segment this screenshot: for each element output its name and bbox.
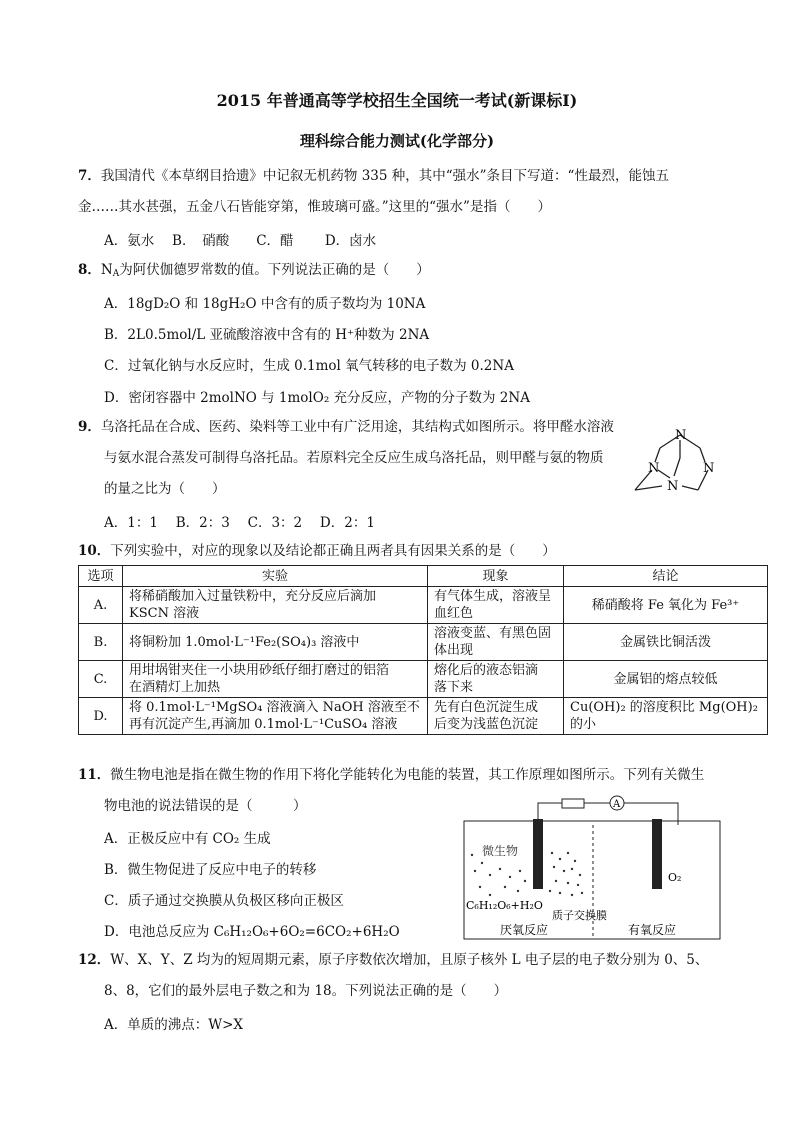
q12-line1: 12．W、X、Y、Z 均为的短周期元素，原子序数依次增加，且原子核外 L 电子层的电子数分别为 0、5、	[78, 952, 709, 968]
q12-line2: 8、8，它们的最外层电子数之和为 18。下列说法正确的是（ ）	[104, 983, 508, 999]
row-conclusion: 金属铁比铜活泼	[564, 624, 768, 661]
q7-options: A．氨水 B． 硝酸 C．醋 D．卤水	[104, 233, 377, 249]
anaerobic-label: 厌氧反应	[500, 923, 549, 937]
q7-number: 7．	[78, 168, 101, 184]
q9-line1: 9．乌洛托品在合成、医药、染料等工业中有广泛用途，其结构式如图所示。将甲醛水溶液	[78, 419, 614, 435]
q11-option-d: D．电池总反应为 C₆H₁₂O₆+6O₂=6CO₂+6H₂O	[104, 924, 400, 940]
q11-number: 11．	[78, 767, 111, 783]
table-row	[79, 698, 768, 735]
row-experiment: 用坩埚钳夹住一小块用砂纸仔细打磨过的铝箔 在酒精灯上加热	[123, 661, 428, 698]
row-conclusion: 金属铝的熔点较低	[564, 661, 768, 698]
q11-option-c: C．质子通过交换膜从负极区移向正极区	[104, 893, 344, 909]
table-row	[79, 624, 768, 661]
q12-option-a: A．单质的沸点：W>X	[104, 1017, 244, 1033]
oxygen-label: O₂	[668, 871, 682, 884]
q8-number: 8．	[78, 262, 101, 278]
header-option: 选项	[79, 566, 123, 587]
q10-table-header	[79, 566, 768, 587]
nitrogen-atom-bottom: N	[667, 479, 679, 494]
row-option: C.	[79, 661, 123, 698]
header-experiment: 实验	[123, 566, 428, 587]
q9-line3: 的量之比为（ ）	[104, 481, 226, 497]
glucose-label: C₆H₁₂O₆+H₂O	[466, 899, 543, 912]
q8-option-d: D．密闭容器中 2molNO 与 1molO₂ 充分反应，产物的分子数为 2NA	[104, 390, 530, 406]
nitrogen-atom-left: N	[648, 461, 660, 476]
q9-options: A．1：1 B．2：3 C．3：2 D．2：1	[104, 515, 375, 531]
q9-number: 9．	[78, 419, 101, 435]
q11-option-b: B．微生物促进了反应中电子的转移	[104, 862, 317, 878]
row-conclusion: Cu(OH)₂ 的溶度积比 Mg(OH)₂ 的小	[564, 698, 768, 735]
nitrogen-atom-top: N	[675, 428, 687, 443]
q7-line2: 金……其水甚强，五金八石皆能穿第，惟玻璃可盛。”这里的“强水”是指（ ）	[78, 199, 551, 215]
anode-electrode	[533, 819, 543, 889]
aerobic-label: 有氧反应	[628, 923, 677, 937]
table-row	[79, 587, 768, 624]
exam-title: 2015 年普通高等学校招生全国统一考试(新课标Ⅰ)	[216, 91, 578, 110]
row-option: D.	[79, 698, 123, 735]
q8-option-c: C．过氧化钠与水反应时，生成 0.1mol 氧气转移的电子数为 0.2NA	[104, 358, 514, 374]
q11-line1: 11．微生物电池是指在微生物的作用下将化学能转化为电能的装置，其工作原理如图所示。下列有关微生	[78, 767, 705, 783]
q10-stem: 10．下列实验中，对应的现象以及结论都正确且两者具有因果关系的是（ ）	[78, 543, 556, 559]
header-conclusion: 结论	[564, 566, 768, 587]
urotropine-structure	[630, 420, 730, 500]
row-phenomenon: 熔化后的液态铝滴 落下来	[428, 661, 564, 698]
q7-line1: 7．我国清代《本草纲目拾遗》中记叙无机药物 335 种，其中“强水”条目下写道：“性最烈，能蚀五	[78, 168, 669, 184]
nitrogen-atom-right: N	[703, 461, 715, 476]
q9-line2: 与氨水混合蒸发可制得乌洛托品。若原料完全反应生成乌洛托品，则甲醛与氨的物质	[104, 450, 604, 466]
row-option: B.	[79, 624, 123, 661]
microbe-label: 微生物	[482, 844, 519, 858]
q12-number: 12．	[78, 952, 111, 968]
row-phenomenon: 溶液变蓝、有黑色固 体出现	[428, 624, 564, 661]
row-phenomenon: 有气体生成，溶液呈 血红色	[428, 587, 564, 624]
row-phenomenon: 先有白色沉淀生成 后变为浅蓝色沉淀	[428, 698, 564, 735]
header-phenomenon: 现象	[428, 566, 564, 587]
cathode-electrode	[652, 819, 662, 889]
q8-option-b: B．2L0.5mol/L 亚硫酸溶液中含有的 H⁺种数为 2NA	[104, 327, 430, 343]
ammeter-label: A	[613, 799, 621, 810]
row-experiment: 将稀硝酸加入过量铁粉中，充分反应后滴加 KSCN 溶液	[123, 587, 428, 624]
q11-line2: 物电池的说法错误的是（ ）	[104, 798, 307, 814]
table-row	[79, 661, 768, 698]
row-option: A.	[79, 587, 123, 624]
q10-number: 10．	[78, 543, 111, 559]
exam-subtitle: 理科综合能力测试(化学部分)	[299, 132, 495, 150]
q10-table	[78, 565, 768, 735]
membrane-label: 质子交换膜	[552, 909, 607, 922]
q8-option-a: A．18gD₂O 和 18gH₂O 中含有的质子数均为 10NA	[104, 296, 426, 312]
microbial-cell-diagram	[460, 795, 725, 943]
q8-stem: 8．$N_A$为阿伏伽德罗常数的值。下列说法正确的是（ ）	[78, 262, 430, 279]
row-experiment: 将 0.1mol·L⁻¹MgSO₄ 溶液滴入 NaOH 溶液至不 再有沉淀产生,再滴加 0.1mol·L⁻¹CuSO₄ 溶液	[123, 698, 428, 735]
q11-option-a: A．正极反应中有 CO₂ 生成	[104, 831, 271, 847]
row-conclusion: 稀硝酸将 Fe 氧化为 Fe³⁺	[564, 587, 768, 624]
row-experiment: 将铜粉加 1.0mol·L⁻¹Fe₂(SO₄)₃ 溶液中	[123, 624, 428, 661]
